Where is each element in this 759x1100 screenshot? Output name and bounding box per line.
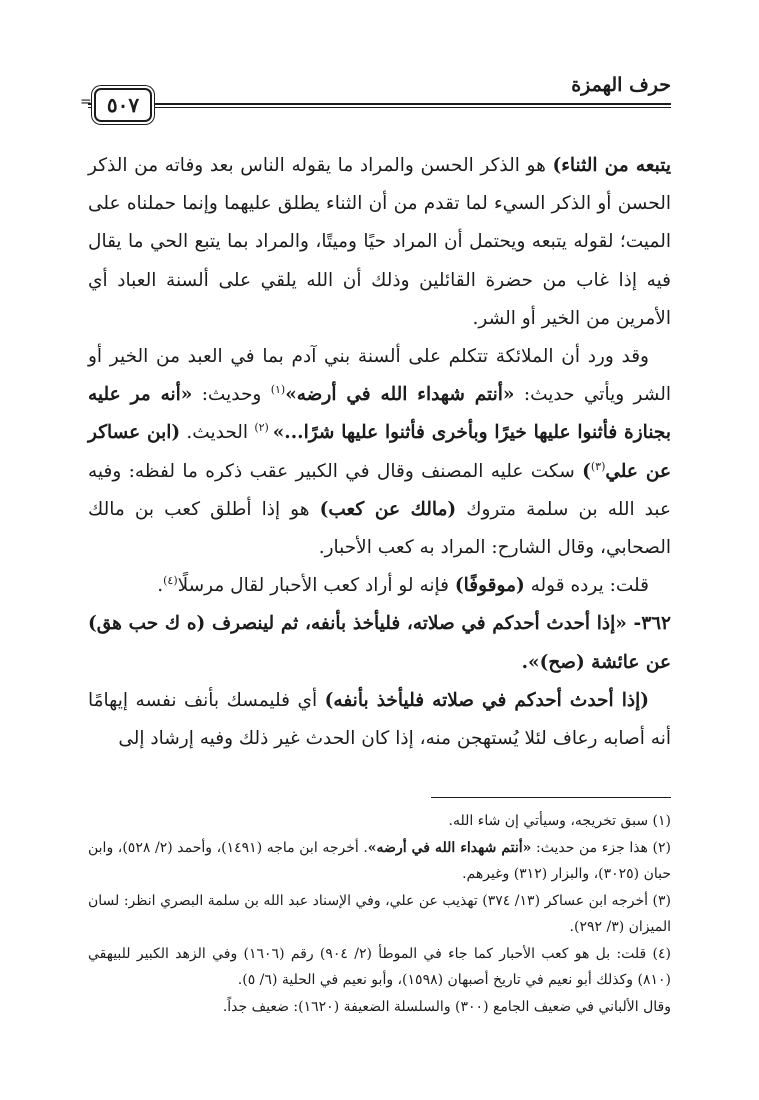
footnote-rule xyxy=(431,797,671,798)
bold-phrase: (مالك عن كعب) xyxy=(319,498,457,520)
footnote-ref: (٤) xyxy=(163,574,178,588)
footnote-2 xyxy=(88,835,671,888)
text-run: الحديث. xyxy=(180,422,255,444)
text-run: وقد ورد أن الملائكة تتكلم على ألسنة بني آدم بما في العبد من الخير أو الشر ويأتي حديث: xyxy=(88,346,672,406)
source-citation: (ابن عساكر عن علي xyxy=(88,422,671,482)
footnote-3: (٣) أخرجه ابن عساكر (١٣/ ٣٧٤) تهذيب عن علي، وفي الإسناد عبد الله بن سلمة البصري انظر: لسان الميزان (٣/ ٢٩٢). xyxy=(88,892,671,935)
bold-phrase: (موقوفًا) xyxy=(454,575,525,597)
text-run: . xyxy=(157,575,164,597)
footnote-4: (٤) قلت: بل هو كعب الأحبار كما جاء في الموطأ (٢/ ٩٠٤) رقم (١٦٠٦) وفي الزهد الكبير للبيهقي (٨١٠) وكذلك أبو نعيم في تاريخ أصبهان (١٥٩٨)، وأبو نعيم في الحلية (٦/ ٥). xyxy=(88,945,671,988)
page-number-marker: = xyxy=(80,94,92,110)
running-title: حرف الهمزة xyxy=(571,74,671,96)
hadith-heading: ٣٦٢- «إذا أحدث أحدكم في صلاته، فليأخذ بأنفه، ثم لينصرف (ه ك حب هق) عن عائشة (صح)». xyxy=(88,613,671,673)
paragraph-2 xyxy=(88,338,671,567)
page-number: ٥٠٧ xyxy=(94,88,152,122)
paragraph-1 xyxy=(88,147,671,338)
footnote-ref: (١) xyxy=(270,383,286,397)
hadith-quote: «أنتم شهداء الله في أرضه» xyxy=(367,839,532,856)
paragraph-5 xyxy=(88,682,671,758)
hadith-quote: «أنه مر عليه بجنازة فأثنوا عليها خيرًا وبأخرى فأثنوا عليها شرًا...» xyxy=(88,384,671,444)
paragraph-3 xyxy=(88,567,671,605)
footnotes xyxy=(88,808,671,1020)
text-run: . أخرجه ابن ماجه (١٤٩١)، وأحمد (٢/ ٥٢٨)، وابن حبان (٣٠٢٥)، والبزار (٣١٢) وغيرهم. xyxy=(88,839,671,882)
text-run: سكت عليه المصنف وقال في الكبير عقب ذكره ما لفظه: وفيه عبد الله بن سلمة متروك xyxy=(88,460,671,520)
footnote-ref: (٢) xyxy=(254,421,273,435)
bold-phrase: (إذا أحدث أحدكم في صلاته فليأخذ بأنفه) xyxy=(324,689,649,711)
main-text xyxy=(88,147,671,758)
header-rule xyxy=(88,103,671,105)
text-run: هو الذكر الحسن والمراد ما يقوله الناس بعد وفاته من الذكر الحسن أو الذكر السيء لما تقدم من أن الثناء يطلق عليهما وإنما حملناه على الميت؛ لقوله يتبعه ويحتمل أن المراد حيًا وميتًا، والمراد بما يتبع الحي ما يقال فيه إذا غاب من حضرة القائلين وذلك أن الله يلقي على ألسنة العباد أي الأمرين من الخير أو الشر. xyxy=(88,155,671,329)
text-run: فإنه لو أراد كعب الأحبار لقال مرسلًا xyxy=(177,575,455,597)
text-run: (٢) هذا جزء من حديث: xyxy=(531,839,672,856)
hadith-entry-362 xyxy=(88,605,671,681)
text-run: أي فليمسك بأنف نفسه إيهامًا أنه أصابه رعاف لئلا يُستهجن منه، إذا كان الحدث غير ذلك وفيه إرشاد إلى xyxy=(88,689,671,750)
bold-phrase: يتبعه من الثناء) xyxy=(552,155,671,176)
source-citation-close: ) xyxy=(582,460,591,482)
footnote-ref: (٣) xyxy=(590,459,606,473)
header-rule-thin xyxy=(88,107,671,108)
footnote-1: (١) سبق تخريجه، وسيأتي إن شاء الله. xyxy=(448,813,671,829)
text-run: هو إذا أطلق كعب بن مالك الصحابي، وقال الشارح: المراد به كعب الأحبار. xyxy=(88,498,671,559)
footnote-4-continued: وقال الألباني في ضعيف الجامع (٣٠٠) والسلسلة الضعيفة (١٦٢٠): ضعيف جداً. xyxy=(222,998,671,1015)
text-run: وحديث: xyxy=(192,384,271,406)
text-run: قلت: يرده قوله xyxy=(524,575,649,597)
hadith-quote: «أنتم شهداء الله في أرضه» xyxy=(285,384,515,406)
